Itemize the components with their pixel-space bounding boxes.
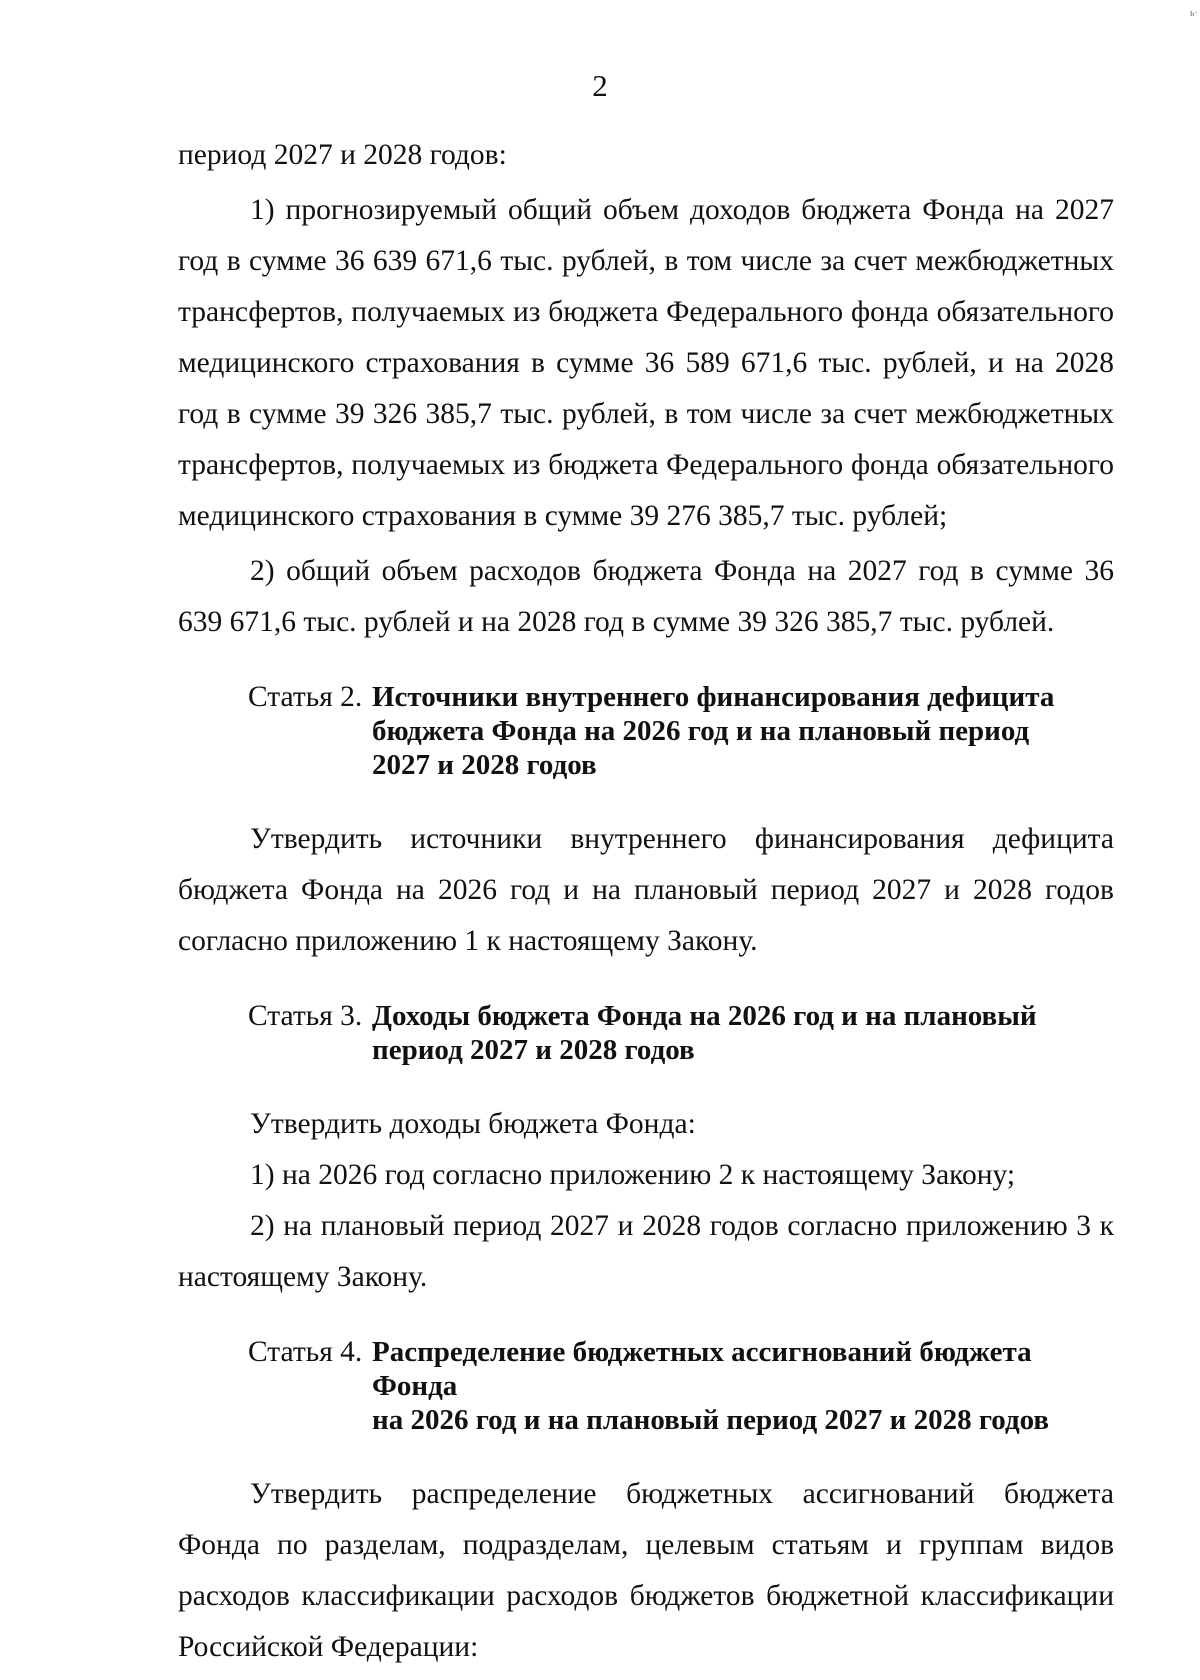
page-number: 2	[592, 68, 608, 103]
article-2-title	[372, 680, 1114, 782]
article-2-title-line: бюджета Фонда на 2026 год и на плановый период	[372, 715, 1030, 747]
article-4-heading	[178, 1335, 1114, 1437]
document-body	[178, 130, 1114, 1673]
article-2-heading	[178, 680, 1114, 782]
scan-mark: ь·	[1190, 8, 1198, 19]
paragraph-expenses-2027-2028: 2) общий объем расходов бюджета Фонда на 2027 год в сумме 36 639 671,6 тыс. рублей и на 2028 год в сумме 39 326 385,7 тыс. рублей.	[178, 555, 1114, 638]
article-4-label: Статья 4.	[248, 1336, 363, 1368]
article-4-title-line: Распределение бюджетных ассигнований бюджета Фонда	[372, 1336, 1032, 1402]
article-3-item-2: 2) на плановый период 2027 и 2028 годов согласно приложению 3 к настоящему Закону.	[178, 1210, 1114, 1293]
article-2-body: Утвердить источники внутреннего финансирования дефицита бюджета Фонда на 2026 год и на плановый период 2027 и 2028 годов согласно приложению 1 к настоящему Закону.	[178, 823, 1114, 957]
article-3-body-intro: Утвердить доходы бюджета Фонда:	[250, 1108, 696, 1140]
paragraph-continuation: период 2027 и 2028 годов:	[178, 139, 507, 171]
article-4-title	[372, 1335, 1114, 1437]
article-3-heading	[178, 999, 1114, 1067]
article-4-title-line: на 2026 год и на плановый период 2027 и 2028 годов	[372, 1404, 1050, 1436]
article-3-title	[372, 999, 1114, 1067]
article-2-label: Статья 2.	[248, 681, 363, 713]
article-2-title-line: 2027 и 2028 годов	[372, 749, 597, 781]
article-3-label: Статья 3.	[248, 1000, 363, 1032]
paragraph-revenue-2027-2028: 1) прогнозируемый общий объем доходов бюджета Фонда на 2027 год в сумме 36 639 671,6 тыс. рублей, в том числе за счет межбюджетных трансфертов, получаемых из бюджета Федерального фонда обязательного медицинского страхования в сумме 36 589 671,6 тыс. рублей, и на 2028 год в сумме 39 326 385,7 тыс. рублей, в том числе за счет межбюджетных трансфертов, получаемых из бюджета Федерального фонда обязательного медицинского страхования в сумме 39 276 385,7 тыс. рублей;	[178, 194, 1114, 532]
article-3-item-1: 1) на 2026 год согласно приложению 2 к настоящему Закону;	[250, 1159, 1016, 1191]
article-4-body: Утвердить распределение бюджетных ассигнований бюджета Фонда по разделам, подразделам, целевым статьям и группам видов расходов классификации расходов бюджетов бюджетной классификации Российской Федерации:	[178, 1478, 1114, 1663]
article-3-title-line: период 2027 и 2028 годов	[372, 1034, 695, 1066]
article-2-title-line: Источники внутреннего финансирования дефицита	[372, 681, 1055, 713]
article-3-title-line: Доходы бюджета Фонда на 2026 год и на плановый	[372, 1000, 1037, 1032]
